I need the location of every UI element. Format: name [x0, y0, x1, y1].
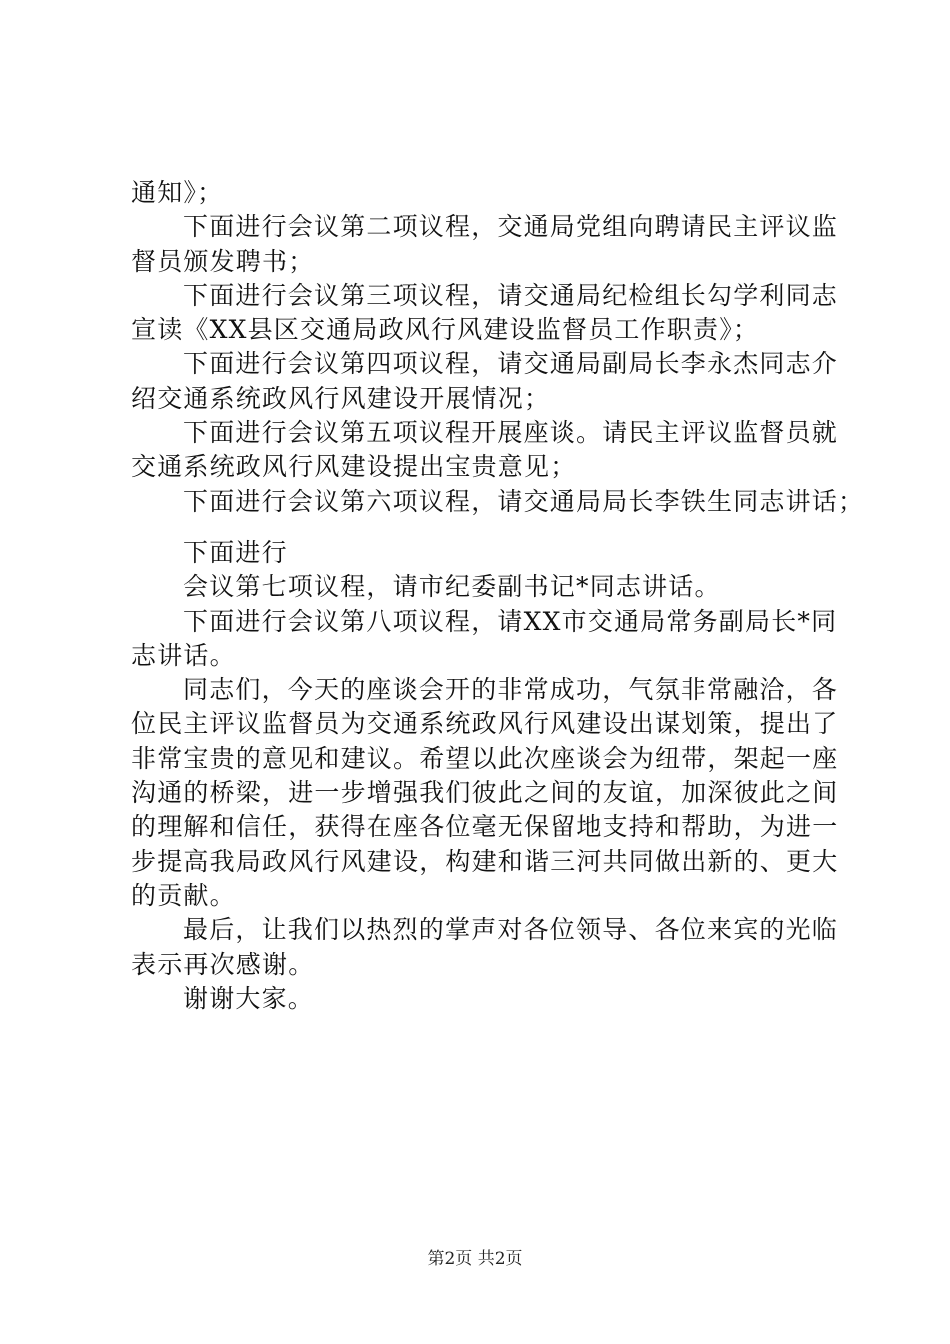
text-line: 的理解和信任，获得在座各位毫无保留地支持和帮助，为进一 — [131, 812, 839, 842]
text-line: 绍交通系统政风行风建设开展情况； — [131, 383, 551, 413]
text-line: 下面进行会议第三项议程，请交通局纪检组长勾学利同志 — [183, 280, 839, 310]
page-footer: 第2页 共2页 — [427, 1249, 523, 1269]
text-line: 下面进行会议第八项议程，请XX市交通局常务副局长*同 — [183, 606, 838, 636]
text-line: 位民主评议监督员为交通系统政风行风建设出谋划策，提出了 — [131, 709, 839, 739]
text-line: 下面进行会议第五项议程开展座谈。请民主评议监督员就 — [183, 418, 839, 448]
text-line: 步提高我局政风行风建设，构建和谐三河共同做出新的、更大 — [131, 846, 839, 876]
text-line: 交通系统政风行风建设提出宝贵意见； — [131, 452, 577, 482]
text-line: 最后，让我们以热烈的掌声对各位领导、各位来宾的光临 — [183, 915, 839, 945]
text-line: 同志们，今天的座谈会开的非常成功，气氛非常融洽，各 — [183, 675, 839, 705]
document-body — [131, 176, 865, 1016]
text-line: 宣读《XX县区交通局政风行风建设监督员工作职责》； — [131, 315, 760, 345]
text-line: 非常宝贵的意见和建议。希望以此次座谈会为纽带，架起一座 — [131, 743, 839, 773]
text-line: 表示再次感谢。 — [131, 949, 315, 979]
text-line: 的贡献。 — [131, 880, 236, 910]
text-line: 下面进行会议第四项议程，请交通局副局长李永杰同志介 — [183, 349, 839, 379]
text-line: 志讲话。 — [131, 640, 236, 670]
text-line: 下面进行会议第六项议程，请交通局局长李铁生同志讲话； — [183, 486, 865, 516]
text-line: 会议第七项议程，请市纪委副书记*同志讲话。 — [183, 572, 721, 602]
text-line: 沟通的桥梁，进一步增强我们彼此之间的友谊，加深彼此之间 — [131, 778, 839, 808]
text-line: 下面进行 — [183, 537, 288, 567]
text-line: 下面进行会议第二项议程，交通局党组向聘请民主评议监 — [183, 212, 839, 242]
text-line: 督员颁发聘书； — [131, 246, 315, 276]
text-line: 谢谢大家。 — [183, 983, 315, 1013]
text-line: 通知》； — [131, 178, 224, 207]
